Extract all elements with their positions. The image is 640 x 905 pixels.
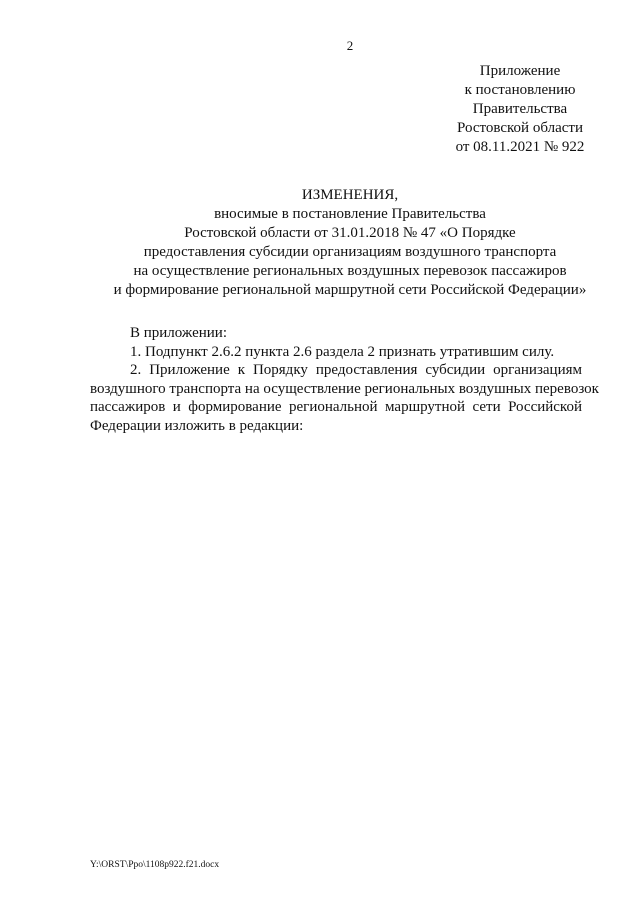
appendix-line: от 08.11.2021 № 922	[455, 139, 585, 155]
title-line: вносимые в постановление Правительства	[214, 206, 486, 222]
item-2-line: пассажиров и формирование региональной маршрутной сети Российской	[90, 399, 582, 415]
appendix-line: Правительства	[472, 101, 568, 117]
document-body	[90, 324, 599, 435]
title-line: на осуществление региональных воздушных перевозок пассажиров	[133, 263, 567, 279]
title-line: Ростовской области от 31.01.2018 № 47 «О Порядке	[184, 225, 516, 241]
title-line: и формирование региональной маршрутной сети Российской Федерации»	[113, 282, 587, 298]
item-2-line: Федерации изложить в редакции:	[90, 417, 304, 434]
appendix-line: Ростовской области	[457, 120, 583, 136]
appendix-reference	[440, 62, 600, 157]
page-number: 2	[346, 38, 354, 53]
document-title	[60, 186, 640, 300]
appendix-line: к постановлению	[464, 82, 576, 98]
intro-paragraph: В приложении:	[130, 325, 227, 341]
item-2-line: воздушного транспорта на осуществление региональных воздушных перевозок	[90, 380, 599, 397]
title-heading: ИЗМЕНЕНИЯ,	[301, 187, 399, 203]
item-2-paragraph	[90, 361, 599, 435]
item-1-paragraph: 1. Подпункт 2.6.2 пункта 2.6 раздела 2 признать утратившим силу.	[130, 343, 555, 360]
title-line: предоставления субсидии организациям воздушного транспорта	[143, 244, 557, 260]
footer-file-path: Y:\ORST\Ppo\1108p922.f21.docx	[90, 860, 220, 870]
appendix-line: Приложение	[479, 63, 561, 79]
item-2-line: 2. Приложение к Порядку предоставления субсидии организациям	[130, 362, 582, 378]
